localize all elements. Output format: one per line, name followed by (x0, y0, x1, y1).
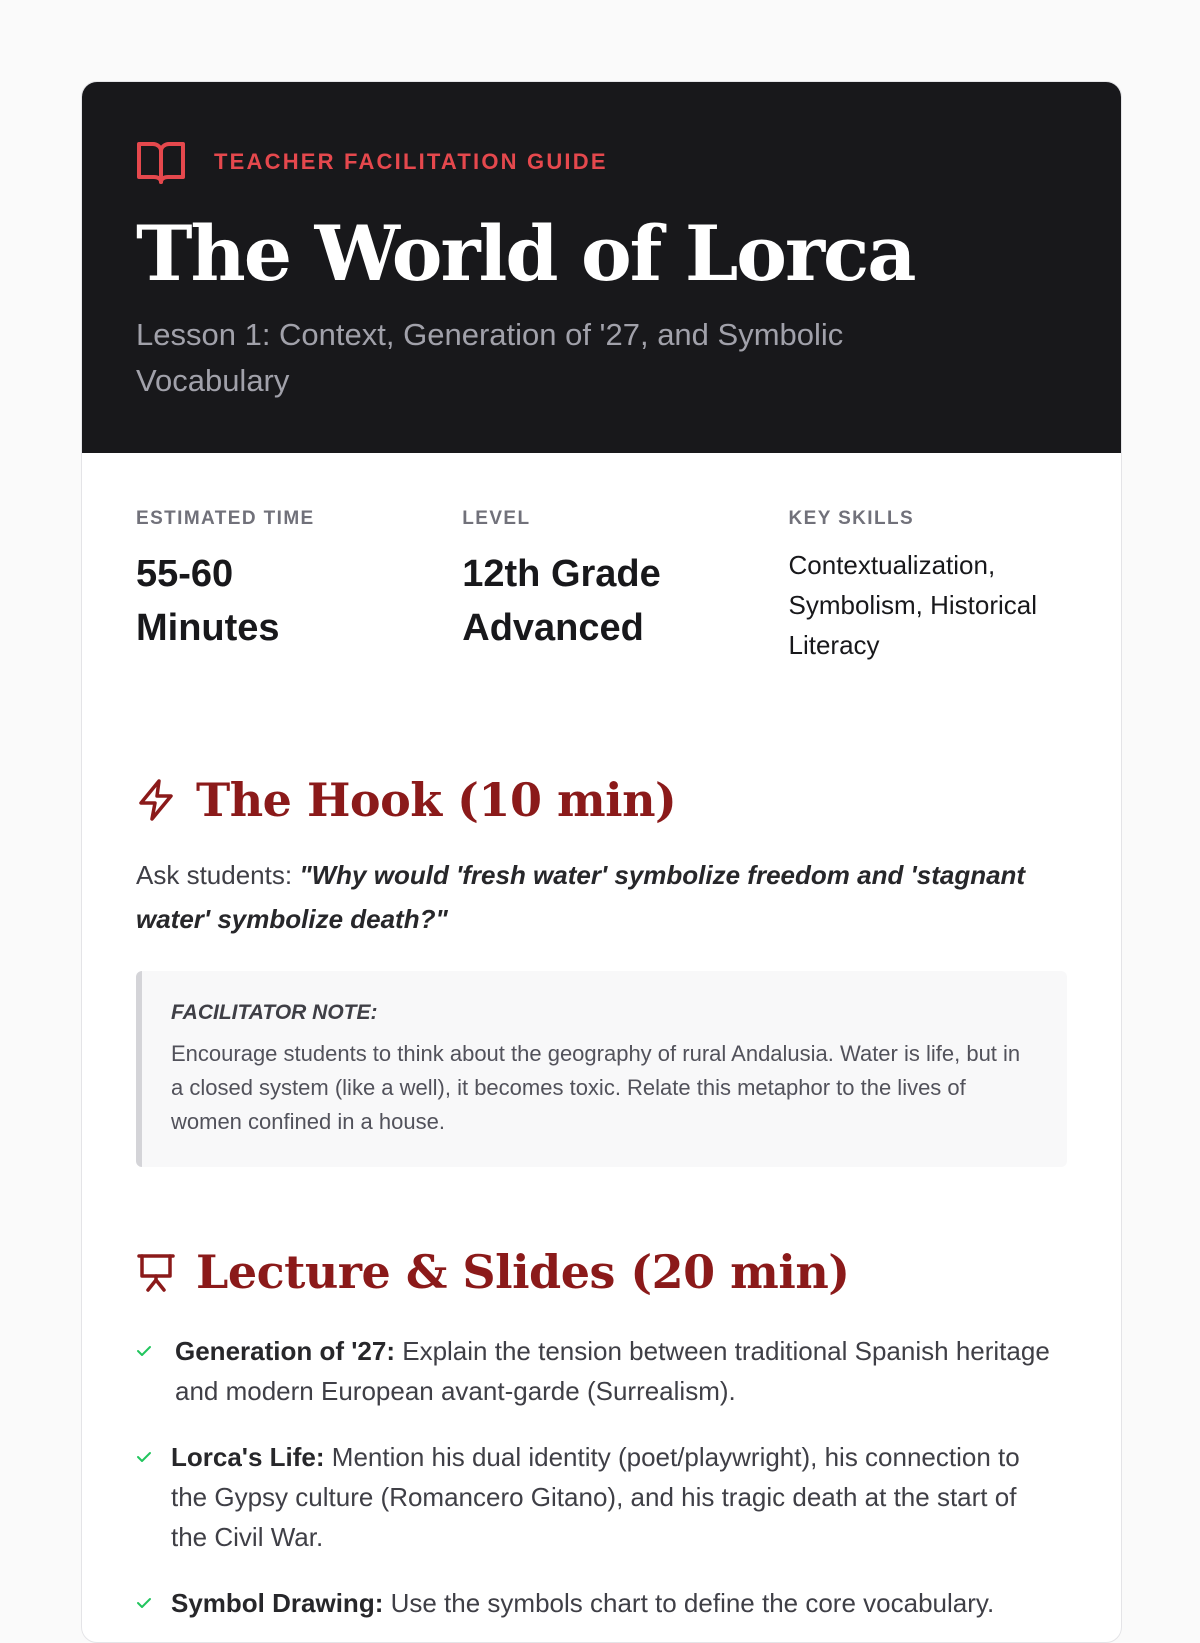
meta-key-skills (789, 507, 1068, 665)
list-item (136, 1437, 1067, 1557)
meta-label: LEVEL (462, 508, 531, 529)
section-title: Lecture & Slides (20 min) (196, 1245, 850, 1299)
guide-eyebrow: TEACHER FACILITATION GUIDE (214, 149, 608, 174)
section-title: The Hook (10 min) (196, 773, 677, 827)
list-item-body: Mention his dual identity (poet/playwright), his connection to the Gypsy culture (Romancero Gitano), and his tragic death at the start of the Civil War. (171, 1442, 1020, 1552)
presentation-icon (136, 1252, 176, 1292)
note-text: Encourage students to think about the geography of rural Andalusia. Water is life, but in a closed system (like a well), it becomes toxic. Relate this metaphor to the lives of women confined in a house. (171, 1041, 1021, 1134)
lecture-section (82, 1241, 1121, 1623)
lesson-subtitle: Lesson 1: Context, Generation of '27, and Symbolic Vocabulary (136, 317, 844, 398)
meta-level (462, 507, 788, 665)
prompt-question: "Why would 'fresh water' symbolize freedom and 'stagnant water' symbolize death?" (136, 860, 1026, 934)
lesson-meta (82, 453, 1121, 665)
list-item-text (171, 1583, 1051, 1623)
list-item-text (171, 1437, 1051, 1557)
check-icon (136, 1331, 175, 1411)
list-item-text (175, 1331, 1055, 1411)
meta-label: ESTIMATED TIME (136, 508, 315, 529)
list-item-body: Explain the tension between traditional Spanish heritage and modern European avant-garde (Surrealism). (175, 1336, 1050, 1406)
eyebrow-row (136, 136, 1067, 188)
meta-estimated-time (136, 507, 462, 665)
hook-prompt (136, 853, 1067, 941)
lecture-list (136, 1331, 1067, 1623)
meta-value: 12th Grade Advanced (462, 553, 661, 649)
meta-value: 55-60 Minutes (136, 553, 280, 649)
hook-section (82, 769, 1121, 1167)
list-item-key: Lorca's Life: (171, 1442, 325, 1472)
meta-value: Contextualization, Symbolism, Historical Literacy (788, 550, 1037, 660)
hero-header (82, 82, 1121, 453)
hook-heading (136, 769, 1067, 831)
lightning-icon (136, 778, 176, 822)
list-item-key: Symbol Drawing: (171, 1588, 384, 1618)
note-label: FACILITATOR NOTE: (171, 1001, 378, 1024)
guide-card (81, 81, 1122, 1643)
lecture-heading (136, 1241, 1067, 1303)
list-item-key: Generation of '27: (175, 1336, 395, 1366)
list-item (136, 1331, 1067, 1411)
check-icon (136, 1583, 171, 1623)
facilitator-note (136, 971, 1067, 1167)
list-item-body: Use the symbols chart to define the core vocabulary. (383, 1588, 995, 1618)
list-item (136, 1583, 1067, 1623)
open-book-icon (136, 138, 186, 186)
page-title: The World of Lorca (136, 209, 915, 298)
meta-label: KEY SKILLS (788, 508, 915, 529)
prompt-lead: Ask students: (136, 860, 300, 890)
check-icon (136, 1437, 171, 1557)
